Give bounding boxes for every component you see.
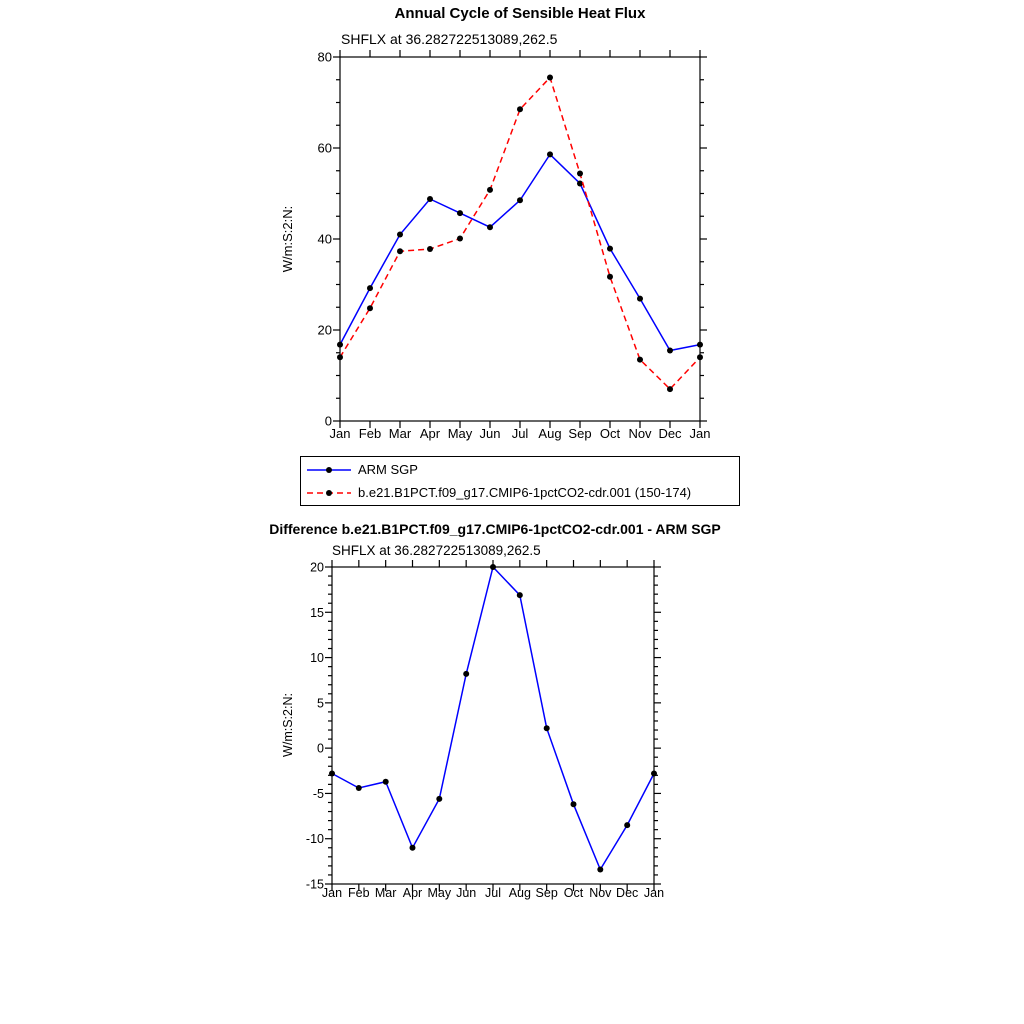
legend-item (301, 458, 739, 481)
y-tick-label: 80 (317, 49, 332, 65)
x-tick-label: Nov (589, 886, 612, 900)
data-point (607, 274, 613, 280)
x-tick-label: Mar (374, 886, 397, 900)
y-tick-label: 20 (317, 322, 332, 338)
data-point (367, 285, 373, 291)
y-tick-label: 60 (317, 140, 332, 156)
x-tick-label: May (427, 886, 452, 900)
x-tick-label: Apr (419, 426, 441, 441)
x-tick-label: Jul (485, 886, 501, 900)
x-tick-label: Sep (568, 426, 592, 441)
x-tick-label: Dec (658, 426, 682, 441)
y-tick-label: -5 (312, 786, 324, 801)
series-0 (337, 151, 703, 353)
y-tick-label: -15 (305, 877, 324, 892)
x-tick-label: Mar (388, 426, 412, 441)
series-1 (337, 75, 703, 393)
axes (325, 560, 661, 891)
chart2-subtitle: SHFLX at 36.282722513089,262.5 (332, 543, 541, 558)
data-point (487, 187, 493, 193)
data-point (697, 342, 703, 348)
data-point (544, 725, 550, 731)
legend-box (300, 456, 740, 506)
data-point (517, 106, 523, 112)
y-tick-label: 0 (317, 741, 324, 756)
x-tick-label: Oct (563, 886, 584, 900)
legend-label: ARM SGP (358, 462, 418, 477)
data-point (667, 386, 673, 392)
y-tick-label: 5 (317, 696, 324, 711)
data-point (367, 305, 373, 311)
data-point (427, 246, 433, 252)
data-point (637, 357, 643, 363)
x-tick-label: Jan (321, 886, 343, 900)
chart2-title: Difference b.e21.B1PCT.f09_g17.CMIP6-1pctCO2-cdr.001 - ARM SGP (269, 521, 721, 537)
data-point (577, 171, 583, 177)
data-point (487, 224, 493, 230)
data-point (337, 342, 343, 348)
tick-labels (318, 50, 711, 442)
x-tick-label: Jan (329, 426, 351, 441)
y-tick-label: 10 (310, 651, 324, 666)
data-point (637, 296, 643, 302)
x-tick-label: Dec (616, 886, 639, 900)
data-point (457, 210, 463, 216)
annual-cycle-plot (250, 46, 750, 456)
x-tick-label: Oct (599, 426, 621, 441)
data-point (597, 867, 603, 873)
data-point (651, 771, 657, 777)
x-tick-label: Jul (511, 426, 529, 441)
y-tick-label: 20 (310, 560, 324, 575)
data-point (397, 248, 403, 254)
x-tick-label: Jun (479, 426, 501, 441)
legend-line-sample (305, 486, 353, 500)
data-point (427, 196, 433, 202)
series-0 (329, 564, 657, 873)
legend-line-sample (305, 463, 353, 477)
y-tick-label: 40 (317, 231, 332, 247)
data-point (571, 801, 577, 807)
x-tick-label: Feb (358, 426, 382, 441)
data-point (329, 771, 335, 777)
data-point (517, 592, 523, 598)
data-point (547, 151, 553, 157)
chart1-subtitle: SHFLX at 36.282722513089,262.5 (341, 31, 558, 47)
data-point (607, 246, 613, 252)
data-point (457, 236, 463, 242)
x-tick-label: Sep (535, 886, 558, 900)
legend-item (301, 481, 739, 504)
data-point (624, 822, 630, 828)
x-tick-label: May (447, 426, 473, 441)
data-point (547, 75, 553, 81)
y-tick-label: 0 (324, 413, 332, 429)
difference-plot (250, 556, 710, 916)
data-point (397, 232, 403, 238)
y-axis-label: W/m:S:2:N: (281, 693, 295, 757)
x-tick-label: Aug (508, 886, 531, 900)
data-point (517, 197, 523, 203)
x-tick-label: Feb (348, 886, 370, 900)
x-tick-label: Apr (402, 886, 423, 900)
data-point (436, 796, 442, 802)
data-point (463, 671, 469, 677)
tick-labels (306, 561, 664, 901)
data-point (410, 845, 416, 851)
data-point (337, 354, 343, 360)
x-tick-label: Jan (643, 886, 665, 900)
y-tick-label: -10 (305, 832, 324, 847)
data-point (697, 354, 703, 360)
legend-label: b.e21.B1PCT.f09_g17.CMIP6-1pctCO2-cdr.001 (150-174) (358, 485, 692, 500)
x-tick-label: Jun (456, 886, 477, 900)
data-point (383, 779, 389, 785)
data-point (667, 348, 673, 354)
x-tick-label: Jan (689, 426, 711, 441)
x-tick-label: Nov (628, 426, 652, 441)
y-axis-label: W/m:S:2:N: (280, 205, 295, 273)
y-tick-label: 15 (310, 605, 324, 620)
data-point (356, 785, 362, 791)
data-point (577, 181, 583, 187)
data-point (490, 564, 496, 570)
x-tick-label: Aug (538, 426, 562, 441)
chart1-title: Annual Cycle of Sensible Heat Flux (394, 5, 646, 22)
